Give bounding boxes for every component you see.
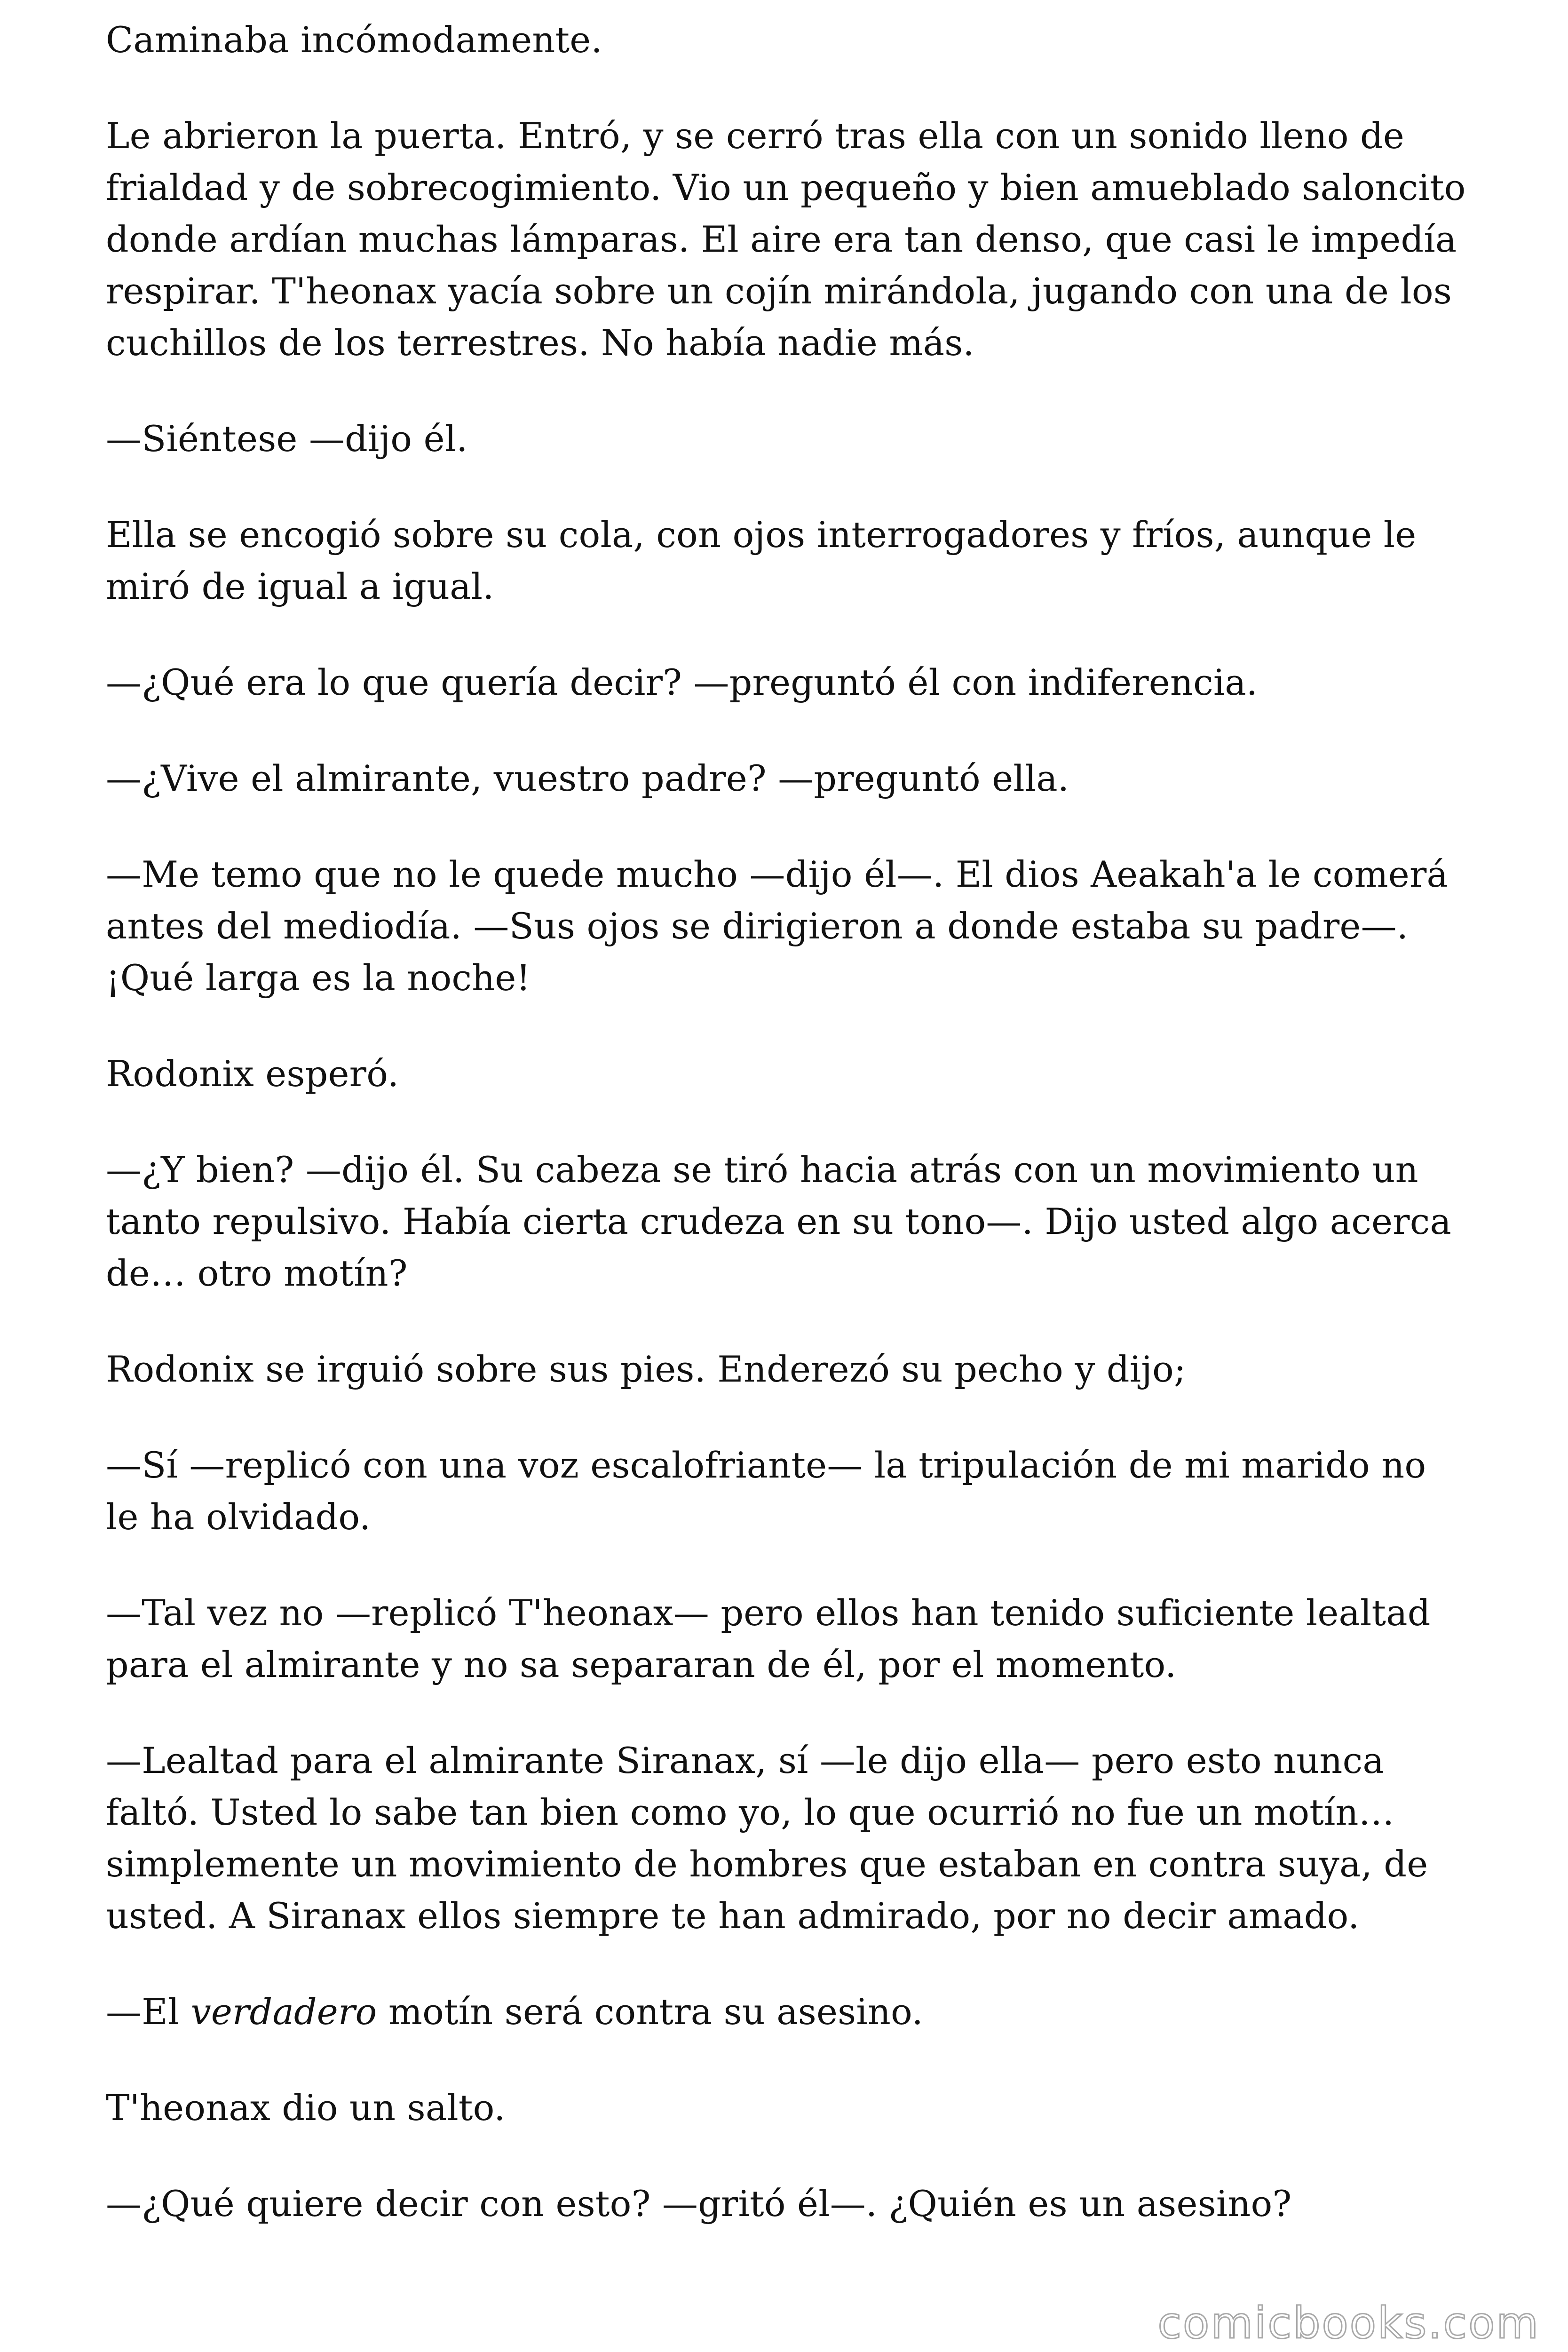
paragraph-5: —¿Qué era lo que quería decir? —preguntó él con indiferencia.	[106, 661, 1258, 703]
paragraph-14-after: motín será contra su asesino.	[377, 1991, 924, 2033]
paragraph-12: —Tal vez no —replicó T'heonax— pero ellos han tenido suficiente lealtad para el almirante y no sa separaran de él, por el momento.	[106, 1592, 1431, 1685]
document-body	[106, 14, 1470, 2230]
paragraph-14-emphasis: verdadero	[190, 1991, 377, 2033]
paragraph-14	[106, 1986, 1470, 2038]
paragraph-16: —¿Qué quiere decir con esto? —gritó él—. ¿Quién es un asesino?	[106, 2183, 1292, 2225]
paragraph-8: Rodonix esperó.	[106, 1053, 399, 1095]
paragraph-13: —Lealtad para el almirante Siranax, sí —le dijo ella— pero esto nunca faltó. Usted lo sabe tan bien como yo, lo que ocurrió no fue un motín… simplemente un movimiento de hombres que estaban en contra suya, de usted. A Siranax ellos siempre te han admirado, por no decir amado.	[106, 1740, 1428, 1937]
paragraph-7: —Me temo que no le quede mucho —dijo él—. El dios Aeakah'a le comerá antes del mediodía. —Sus ojos se dirigieron a donde estaba su padre—. ¡Qué larga es la noche!	[106, 853, 1449, 999]
paragraph-10: Rodonix se irguió sobre sus pies. Enderezó su pecho y dijo;	[106, 1348, 1186, 1390]
paragraph-4: Ella se encogió sobre su cola, con ojos interrogadores y fríos, aunque le miró de igual a igual.	[106, 514, 1417, 607]
paragraph-15: T'heonax dio un salto.	[106, 2087, 506, 2129]
paragraph-9: —¿Y bien? —dijo él. Su cabeza se tiró hacia atrás con un movimiento un tanto repulsivo. Había cierta crudeza en su tono—. Dijo usted algo acerca de… otro motín?	[106, 1149, 1451, 1294]
paragraph-6: —¿Vive el almirante, vuestro padre? —preguntó ella.	[106, 757, 1069, 799]
watermark-logo: comicbooks.com	[1157, 2298, 1540, 2348]
paragraph-14-before: —El	[106, 1991, 191, 2033]
paragraph-2: Le abrieron la puerta. Entró, y se cerró tras ella con un sonido lleno de frialdad y de sobrecogimiento. Vio un pequeño y bien amueblado saloncito donde ardían muchas lámparas. El aire era tan denso, que casi le impedía respirar. T'heonax yacía sobre un cojín mirándola, jugando con una de los cuchillos de los terrestres. No había nadie más.	[106, 115, 1466, 364]
paragraph-3: —Siéntese —dijo él.	[106, 418, 468, 460]
paragraph-11: —Sí —replicó con una voz escalofriante— la tripulación de mi marido no le ha olvidado.	[106, 1444, 1426, 1538]
paragraph-1: Caminaba incómodamente.	[106, 19, 602, 61]
